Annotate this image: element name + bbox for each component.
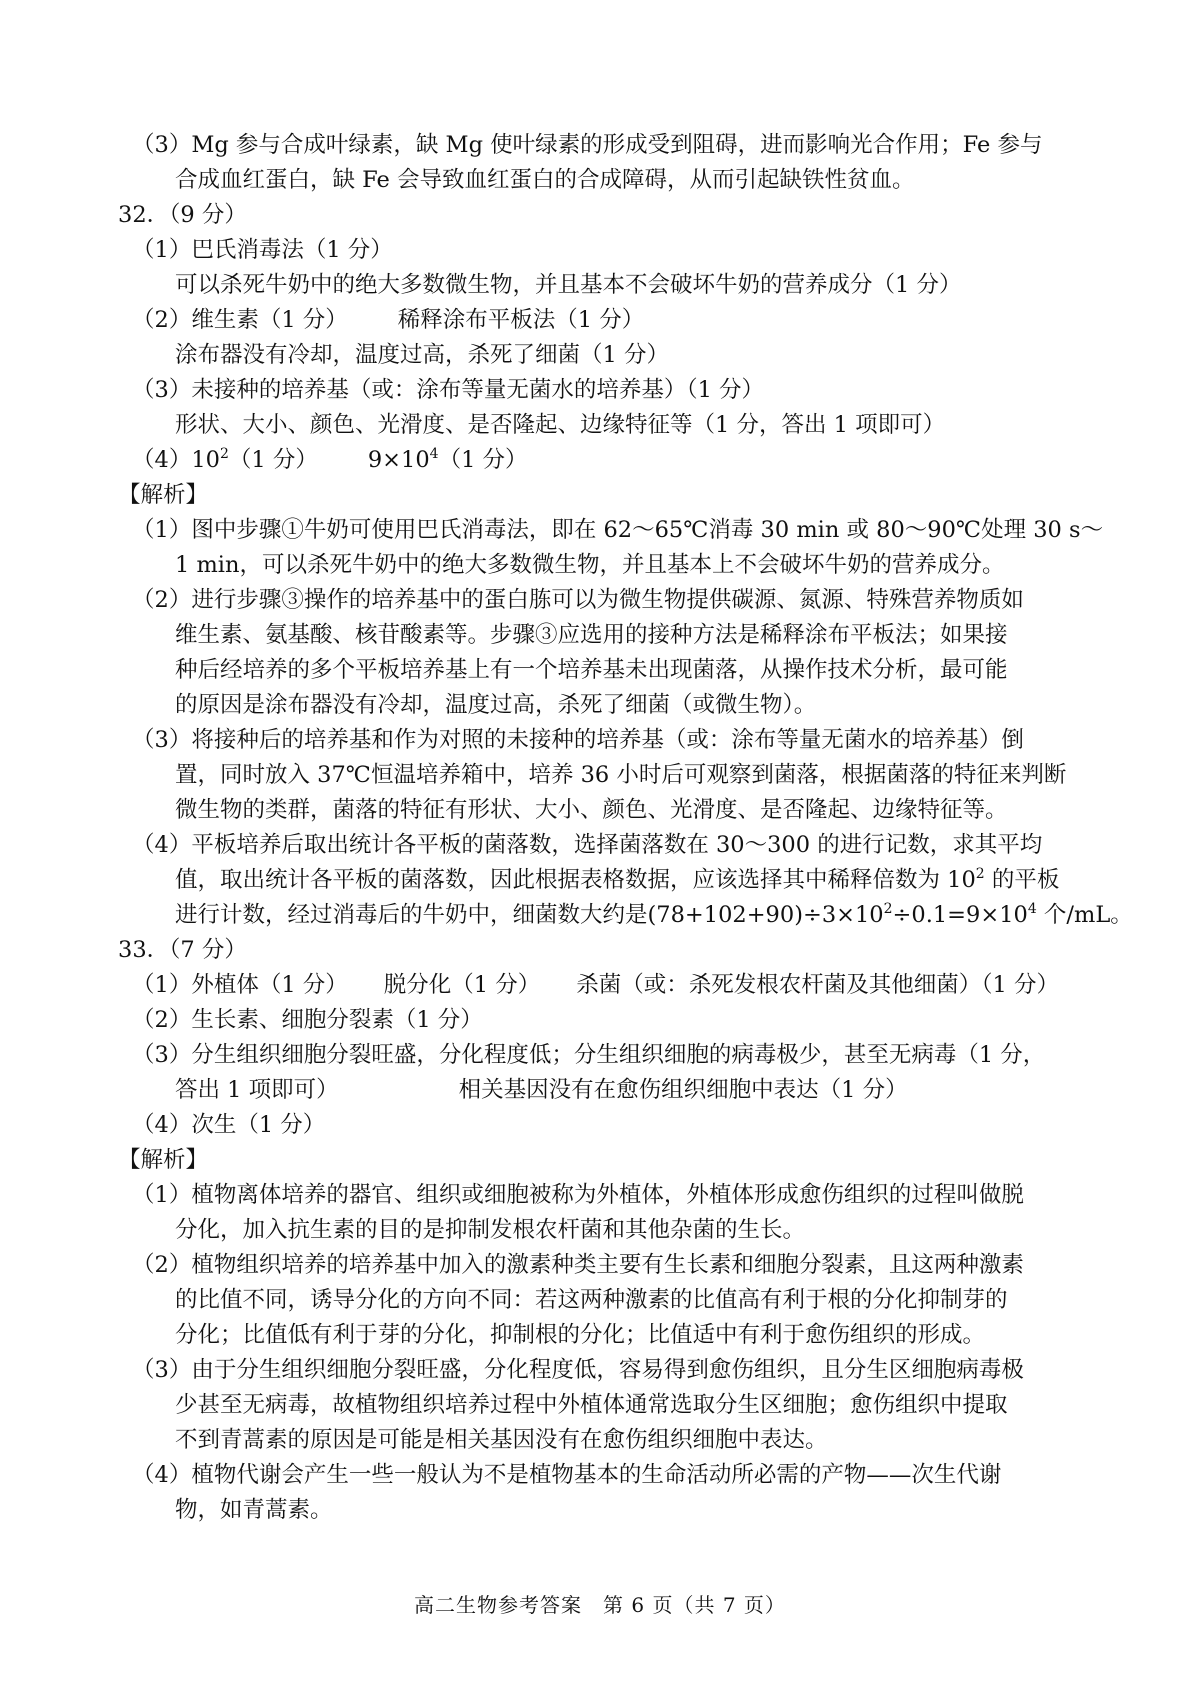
text-line: （3）未接种的培养基（或：涂布等量无菌水的培养基）（1 分） — [132, 377, 765, 403]
text-line: 可以杀死牛奶中的绝大多数微生物，并且基本不会破坏牛奶的营养成分（1 分） — [175, 272, 962, 298]
answer-part: （1）外植体（1 分） — [132, 972, 348, 998]
text-line: （2）生长素、细胞分裂素（1 分） — [132, 1007, 483, 1033]
text-line: （3）分生组织细胞分裂旺盛，分化程度低；分生组织细胞的病毒极少，甚至无病毒（1 分， — [132, 1042, 1046, 1068]
text-line — [118, 968, 1098, 1003]
text-line — [118, 303, 1098, 338]
text-line: （3）将接种后的培养基和作为对照的未接种的培养基（或：涂布等量无菌水的培养基）倒 — [132, 727, 1024, 753]
text-line: （1）图中步骤①牛奶可使用巴氏消毒法，即在 62～65℃消毒 30 min 或 80～90℃处理 30 s～ — [132, 517, 1104, 543]
text-line: 形状、大小、颜色、光滑度、是否隆起、边缘特征等（1 分，答出 1 项即可） — [175, 412, 946, 438]
answer-part: （2）维生素（1 分） — [132, 307, 348, 333]
text-line: 少甚至无病毒，故植物组织培养过程中外植体通常选取分生区细胞；愈伤组织中提取 — [175, 1392, 1008, 1418]
answer-part: （1 分） — [438, 447, 528, 473]
question-heading: 32．（9 分） — [118, 202, 247, 228]
answer-part: （1 分） — [228, 447, 318, 473]
answer-part: 脱分化（1 分） — [383, 972, 541, 998]
answer-part: 杀菌（或：杀死发根农杆菌及其他细菌）（1 分） — [576, 972, 1059, 998]
text-line — [118, 443, 1098, 478]
text-line: 维生素、氨基酸、核苷酸素等。步骤③应选用的接种方法是稀释涂布平板法；如果接 — [175, 622, 1008, 648]
text-line: （1）植物离体培养的器官、组织或细胞被称为外植体，外植体形成愈伤组织的过程叫做脱 — [132, 1182, 1024, 1208]
text-line: 分化；比值低有利于芽的分化，抑制根的分化；比值适中有利于愈伤组织的形成。 — [175, 1322, 986, 1348]
text-line: （4）平板培养后取出统计各平板的菌落数，选择菌落数在 30～300 的进行记数，求其平均 — [132, 832, 1043, 858]
text-line: 的比值不同，诱导分化的方向不同：若这两种激素的比值高有利于根的分化抑制芽的 — [175, 1287, 1008, 1313]
text-part: 进行计数，经过消毒后的牛奶中，细菌数大约是(78+102+90)÷3×10 — [175, 902, 884, 928]
text-line — [118, 898, 1133, 933]
question-heading: 33．（7 分） — [118, 937, 247, 963]
text-line: 置，同时放入 37℃恒温培养箱中，培养 36 小时后可观察到菌落，根据菌落的特征来判断 — [175, 762, 1067, 788]
text-line: （3）由于分生组织细胞分裂旺盛，分化程度低，容易得到愈伤组织，且分生区细胞病毒极 — [132, 1357, 1024, 1383]
text-line: （4）次生（1 分） — [132, 1112, 326, 1138]
superscript: 2 — [219, 446, 229, 462]
answer-part: 答出 1 项即可） — [175, 1077, 339, 1103]
analysis-heading: 【解析】 — [118, 482, 209, 508]
text-line: （2）植物组织培养的培养基中加入的激素种类主要有生长素和细胞分裂素，且这两种激素 — [132, 1252, 1024, 1278]
superscript: 4 — [429, 446, 439, 462]
answer-part: 9×10 — [367, 447, 430, 473]
text-line: 合成血红蛋白，缺 Fe 会导致血红蛋白的合成障碍，从而引起缺铁性贫血。 — [175, 167, 915, 193]
text-line: （4）植物代谢会产生一些一般认为不是植物基本的生命活动所必需的产物——次生代谢 — [132, 1462, 1002, 1488]
superscript: 2 — [975, 866, 985, 882]
text-line — [118, 1073, 1098, 1108]
page-content — [118, 128, 1133, 1528]
answer-part: （4）10 — [132, 447, 220, 473]
text-part: 个/mL。 — [1036, 902, 1133, 928]
text-line: （2）进行步骤③操作的培养基中的蛋白胨可以为微生物提供碳源、氮源、特殊营养物质如 — [132, 587, 1024, 613]
text-part: 值，取出统计各平板的菌落数，因此根据表格数据，应该选择其中稀释倍数为 10 — [175, 867, 976, 893]
page-footer: 高二生物参考答案 第 6 页（共 7 页） — [414, 1593, 786, 1617]
text-line: 不到青蒿素的原因是可能是相关基因没有在愈伤组织细胞中表达。 — [175, 1427, 828, 1453]
text-line: （3）Mg 参与合成叶绿素，缺 Mg 使叶绿素的形成受到阻碍，进而影响光合作用；Fe 参与 — [132, 132, 1043, 158]
answer-part: 相关基因没有在愈伤组织细胞中表达（1 分） — [458, 1077, 908, 1103]
text-line: 微生物的类群，菌落的特征有形状、大小、颜色、光滑度、是否隆起、边缘特征等。 — [175, 797, 1008, 823]
analysis-heading: 【解析】 — [118, 1147, 209, 1173]
text-line: 物，如青蒿素。 — [175, 1497, 333, 1523]
text-line: （1）巴氏消毒法（1 分） — [132, 237, 393, 263]
text-line — [118, 863, 1098, 898]
text-part: 的平板 — [984, 867, 1060, 893]
text-part: ÷0.1=9×10 — [892, 902, 1028, 928]
text-line: 1 min，可以杀死牛奶中的绝大多数微生物，并且基本上不会破坏牛奶的营养成分。 — [175, 552, 1005, 578]
answer-part: 稀释涂布平板法（1 分） — [397, 307, 645, 333]
superscript: 2 — [883, 901, 893, 917]
text-line: 的原因是涂布器没有冷却，温度过高，杀死了细菌（或微生物）。 — [175, 692, 817, 718]
text-line: 涂布器没有冷却，温度过高，杀死了细菌（1 分） — [175, 342, 669, 368]
superscript: 4 — [1027, 901, 1037, 917]
text-line: 种后经培养的多个平板培养基上有一个培养基未出现菌落，从操作技术分析，最可能 — [175, 657, 1008, 683]
text-line: 分化，加入抗生素的目的是抑制发根农杆菌和其他杂菌的生长。 — [175, 1217, 806, 1243]
